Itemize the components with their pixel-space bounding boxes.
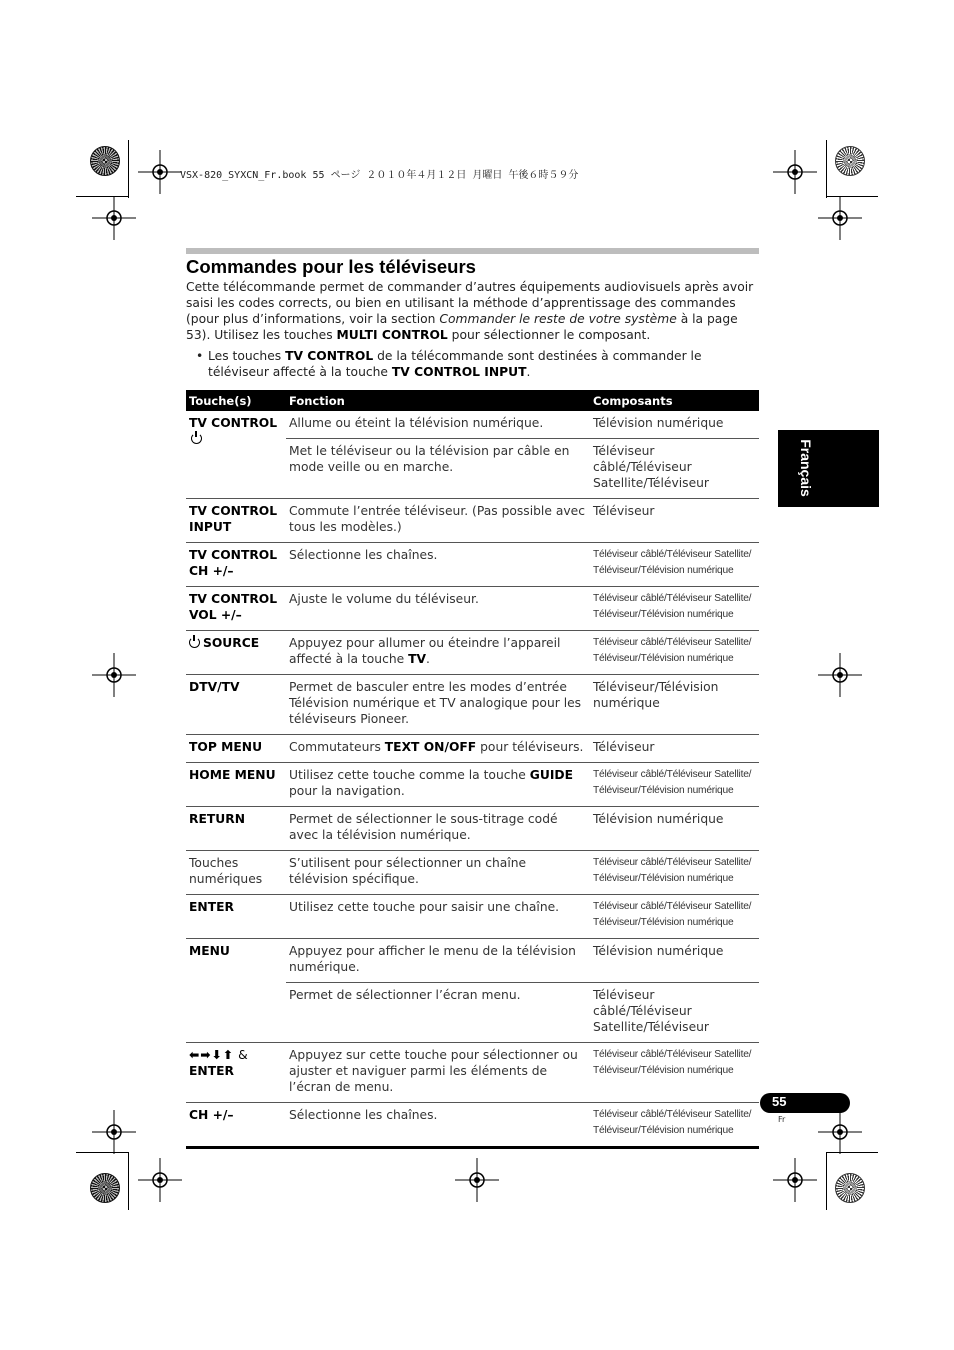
function-cell: S’utilisent pour sélectionner un chaîne télévision spécifique.: [286, 851, 590, 895]
intro-paragraph: [186, 279, 759, 343]
function-cell: Permet de basculer entre les modes d’entrée Télévision numérique et TV analogique pour les téléviseurs Pioneer.: [286, 675, 590, 735]
function-bold-text: TV: [408, 652, 427, 666]
rosette-top-right-icon: [835, 146, 865, 176]
component-cell: Téléviseur câblé/Téléviseur Satellite/Téléviseur: [590, 983, 759, 1043]
section-top-rule: [186, 248, 759, 254]
crop-line: [76, 1152, 128, 1153]
component-cell: Téléviseur câblé/Téléviseur Satellite/ Téléviseur/Télévision numérique: [590, 763, 759, 807]
function-text: .: [426, 652, 430, 666]
bullet-dot-icon: •: [196, 349, 204, 363]
table-row: [186, 895, 759, 939]
key-cell: [186, 411, 286, 499]
bullet-bold-text: TV CONTROL: [285, 349, 374, 363]
bullet-text-part: Les touches: [208, 349, 286, 363]
bullet-text: [208, 348, 756, 380]
key-cell: [186, 1043, 286, 1103]
crosshair-icon: [818, 196, 862, 240]
component-cell: Télévision numérique: [590, 807, 759, 851]
function-text: Appuyez pour allumer ou éteindre l’appareil affecté à la touche: [289, 636, 561, 666]
key-cell: HOME MENU: [186, 763, 286, 807]
function-cell: Commute l’entrée téléviseur. (Pas possible avec tous les modèles.): [286, 499, 590, 543]
rosette-bottom-right-icon: [835, 1173, 865, 1203]
intro-text: à la page 53). Utilisez les touches: [186, 312, 738, 342]
commands-table: [186, 390, 759, 1149]
function-cell: Permet de sélectionner le sous-titrage codé avec la télévision numérique.: [286, 807, 590, 851]
crosshair-icon: [92, 196, 136, 240]
table-row: [186, 499, 759, 543]
intro-text: pour sélectionner le composant.: [447, 328, 651, 342]
table-row: [186, 763, 759, 807]
crosshair-icon: [773, 150, 817, 194]
key-cell: RETURN: [186, 807, 286, 851]
bullet-text-part: .: [526, 365, 531, 379]
table-row: [186, 735, 759, 763]
page-language-code: Fr: [778, 1115, 786, 1124]
file-header-line: VSX-820_SYXCN_Fr.book 55 ページ ２０１０年４月１２日 月曜日 午後６時５９分: [180, 170, 579, 181]
crop-line: [128, 140, 129, 198]
crosshair-icon: [818, 653, 862, 697]
table-row: [186, 1103, 759, 1148]
component-cell: Téléviseur câblé/Téléviseur Satellite/ Téléviseur/Télévision numérique: [590, 587, 759, 631]
component-cell: Téléviseur/Télévision numérique: [590, 675, 759, 735]
crosshair-icon: [138, 1158, 182, 1202]
table-row: [186, 1043, 759, 1103]
component-cell: Téléviseur câblé/Téléviseur Satellite/Téléviseur: [590, 439, 759, 499]
table-row: [186, 631, 759, 675]
component-cell: Télévision numérique: [593, 416, 724, 430]
language-tab-label: Français: [798, 439, 814, 497]
page-number: 55: [772, 1094, 787, 1109]
power-icon: [191, 433, 202, 444]
key-cell: DTV/TV: [186, 675, 286, 735]
header-cell-function: Fonction: [286, 390, 590, 411]
function-cell: Sélectionne les chaînes.: [286, 1103, 590, 1148]
function-text: Utilisez cette touche comme la touche: [289, 768, 530, 782]
function-text: pour la navigation.: [289, 784, 405, 798]
bullet-text-part: de la télécommande sont destinées à commander le téléviseur affecté à la touche: [208, 349, 702, 379]
key-label: TV CONTROL: [189, 416, 278, 430]
function-cell: Permet de sélectionner l’écran menu.: [286, 983, 590, 1043]
crosshair-icon: [92, 653, 136, 697]
intro-bold-text: MULTI CONTROL: [336, 328, 448, 342]
component-cell: Téléviseur: [590, 499, 759, 543]
intro-text: Cette télécommande permet de commander d’autres équipements audiovisuels après avoir saisi les codes corrects, ou bien en utilisant la méthode d’apprentissage des commandes (pour plus d’informations, voir la section: [186, 280, 754, 326]
bullet-bold-text: TV CONTROL INPUT: [391, 365, 527, 379]
function-cell: [286, 631, 590, 675]
table-row: [186, 807, 759, 851]
function-bold-text: TEXT ON/OFF: [384, 740, 477, 754]
component-cell: Télévision numérique: [590, 939, 759, 983]
language-side-tab: [778, 430, 879, 507]
crop-line: [826, 1152, 827, 1210]
component-cell: Téléviseur câblé/Téléviseur Satellite/ Téléviseur/Télévision numérique: [590, 851, 759, 895]
key-cell: MENU: [186, 939, 286, 1043]
component-cell: Téléviseur câblé/Téléviseur Satellite/ Téléviseur/Télévision numérique: [590, 895, 759, 939]
function-cell: [286, 735, 590, 763]
ampersand-text: &: [234, 1048, 248, 1062]
table-row: [186, 411, 759, 439]
function-bold-text: GUIDE: [529, 768, 574, 782]
function-cell: Ajuste le volume du téléviseur.: [286, 587, 590, 631]
component-cell: Téléviseur câblé/Téléviseur Satellite/ Téléviseur/Télévision numérique: [590, 1043, 759, 1103]
crosshair-icon: [773, 1158, 817, 1202]
table-header-row: [186, 390, 759, 411]
intro-link-text: Commander le reste de votre système: [439, 312, 677, 326]
crop-line: [826, 1152, 878, 1153]
key-cell: Touches numériques: [186, 851, 286, 895]
component-cell: Téléviseur câblé/Téléviseur Satellite/ Téléviseur/Télévision numérique: [590, 1103, 759, 1148]
crosshair-icon: [92, 1110, 136, 1154]
key-label: ENTER: [189, 1064, 234, 1078]
component-cell: Téléviseur câblé/Téléviseur Satellite/ Téléviseur/Télévision numérique: [590, 631, 759, 675]
crop-line: [826, 140, 827, 198]
header-cell-components: Composants: [590, 390, 759, 411]
crosshair-icon: [138, 150, 182, 194]
key-cell: TV CONTROL VOL +/–: [186, 587, 286, 631]
crop-line: [128, 1152, 129, 1210]
function-cell: Met le téléviseur ou la télévision par câble en mode veille ou en marche.: [286, 439, 590, 499]
function-cell: Allume ou éteint la télévision numérique.: [289, 416, 544, 430]
arrow-keys-icon: ⬅➡⬇⬆: [189, 1048, 235, 1062]
component-cell: Téléviseur: [590, 735, 759, 763]
key-cell: [186, 631, 286, 675]
key-cell: TOP MENU: [186, 735, 286, 763]
component-cell: Téléviseur câblé/Téléviseur Satellite/ Téléviseur/Télévision numérique: [590, 543, 759, 587]
crosshair-icon: [818, 1110, 862, 1154]
table-row: [186, 851, 759, 895]
key-cell: CH +/–: [186, 1103, 286, 1148]
function-cell: [286, 763, 590, 807]
key-cell: TV CONTROL INPUT: [186, 499, 286, 543]
crosshair-icon: [455, 1158, 499, 1202]
function-cell: Appuyez sur cette touche pour sélectionner ou ajuster et naviguer parmi les éléments de l’écran de menu.: [286, 1043, 590, 1103]
table-row: [186, 543, 759, 587]
function-cell: Sélectionne les chaînes.: [286, 543, 590, 587]
function-text: Commutateurs: [289, 740, 385, 754]
power-icon: [189, 637, 200, 648]
bullet-item: [196, 348, 756, 380]
table-row: [186, 939, 759, 983]
function-text: pour téléviseurs.: [476, 740, 584, 754]
key-cell: TV CONTROL CH +/–: [186, 543, 286, 587]
table-row: [186, 587, 759, 631]
table-row: [186, 675, 759, 735]
page-number-badge: [760, 1093, 850, 1113]
rosette-bottom-left-icon: [90, 1173, 120, 1203]
header-cell-keys: Touche(s): [186, 390, 286, 411]
section-title: Commandes pour les téléviseurs: [186, 256, 476, 277]
key-label: SOURCE: [203, 636, 260, 650]
function-cell: Appuyez pour afficher le menu de la télévision numérique.: [286, 939, 590, 983]
function-cell: Utilisez cette touche pour saisir une chaîne.: [286, 895, 590, 939]
rosette-top-left-icon: [90, 146, 120, 176]
key-cell: ENTER: [186, 895, 286, 939]
